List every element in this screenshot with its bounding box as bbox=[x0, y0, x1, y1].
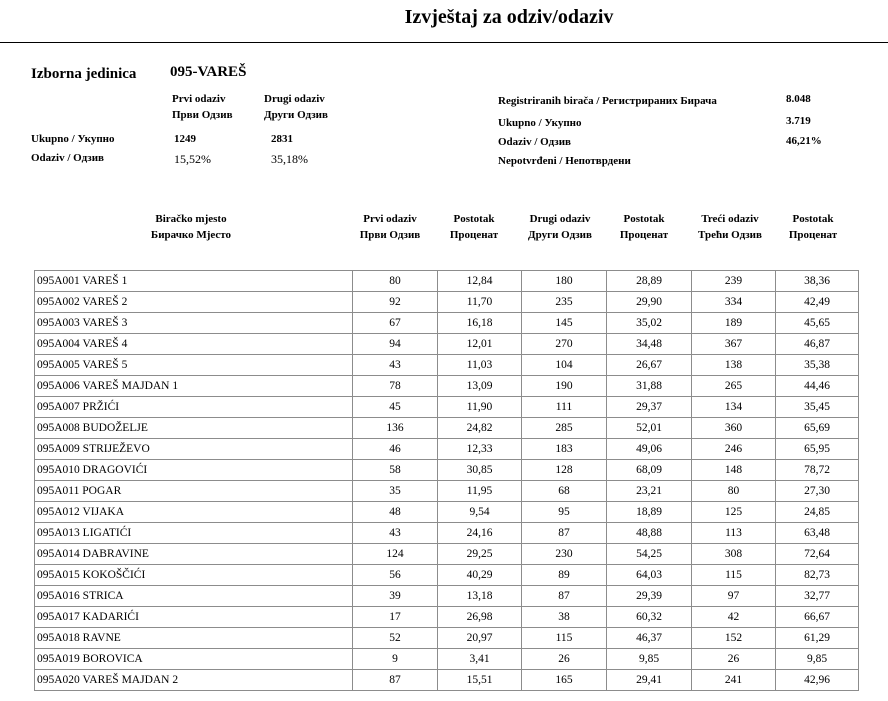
cell-second-count: 95 bbox=[522, 502, 607, 523]
cell-polling-place: 095A009 STRIJEŽEVO bbox=[34, 439, 353, 460]
right-total-label: Ukupno / Укупно bbox=[498, 117, 582, 129]
cell-first-count: 48 bbox=[353, 502, 438, 523]
cell-second-percent: 64,03 bbox=[607, 565, 692, 586]
cell-third-percent: 46,87 bbox=[776, 334, 859, 355]
report-title: Izvještaj za odziv/odaziv bbox=[404, 6, 614, 28]
cell-polling-place: 095A019 BOROVICA bbox=[34, 649, 353, 670]
header-polling-place: Biračko mjesto Бирачко Мјесто bbox=[150, 213, 232, 241]
cell-first-count: 80 bbox=[353, 270, 438, 292]
cell-polling-place: 095A003 VAREŠ 3 bbox=[34, 313, 353, 334]
table-row bbox=[34, 292, 859, 313]
cell-polling-place: 095A010 DRAGOVIĆI bbox=[34, 460, 353, 481]
cell-third-count: 308 bbox=[692, 544, 776, 565]
cell-polling-place: 095A004 VAREŠ 4 bbox=[34, 334, 353, 355]
cell-second-percent: 28,89 bbox=[607, 270, 692, 292]
cell-second-count: 183 bbox=[522, 439, 607, 460]
cell-third-count: 148 bbox=[692, 460, 776, 481]
cell-third-count: 265 bbox=[692, 376, 776, 397]
cell-second-count: 128 bbox=[522, 460, 607, 481]
cell-first-count: 46 bbox=[353, 439, 438, 460]
summary-total-second: 2831 bbox=[271, 133, 293, 145]
table-row bbox=[34, 670, 859, 691]
cell-third-percent: 38,36 bbox=[776, 270, 859, 292]
cell-second-percent: 35,02 bbox=[607, 313, 692, 334]
cell-third-percent: 44,46 bbox=[776, 376, 859, 397]
cell-second-count: 165 bbox=[522, 670, 607, 691]
cell-first-count: 43 bbox=[353, 523, 438, 544]
cell-third-percent: 45,65 bbox=[776, 313, 859, 334]
cell-second-percent: 48,88 bbox=[607, 523, 692, 544]
cell-first-count: 17 bbox=[353, 607, 438, 628]
cell-first-percent: 12,01 bbox=[438, 334, 522, 355]
cell-third-count: 360 bbox=[692, 418, 776, 439]
header-third-turnout: Treći odaziv Трећи Одзив bbox=[698, 213, 762, 241]
header-percent-2: Postotak Проценат bbox=[619, 213, 669, 241]
cell-first-percent: 3,41 bbox=[438, 649, 522, 670]
cell-second-count: 89 bbox=[522, 565, 607, 586]
cell-second-count: 26 bbox=[522, 649, 607, 670]
cell-third-percent: 42,96 bbox=[776, 670, 859, 691]
cell-polling-place: 095A007 PRŽIĆI bbox=[34, 397, 353, 418]
cell-polling-place: 095A008 BUDOŽELJE bbox=[34, 418, 353, 439]
summary-turnout-second: 35,18% bbox=[271, 152, 308, 166]
cell-second-percent: 29,90 bbox=[607, 292, 692, 313]
cell-first-percent: 26,98 bbox=[438, 607, 522, 628]
cell-third-count: 97 bbox=[692, 586, 776, 607]
cell-polling-place: 095A014 DABRAVINE bbox=[34, 544, 353, 565]
cell-second-count: 230 bbox=[522, 544, 607, 565]
title-divider bbox=[0, 42, 888, 43]
table-row bbox=[34, 334, 859, 355]
cell-second-percent: 26,67 bbox=[607, 355, 692, 376]
cell-polling-place: 095A006 VAREŠ MAJDAN 1 bbox=[34, 376, 353, 397]
cell-first-percent: 20,97 bbox=[438, 628, 522, 649]
cell-first-count: 67 bbox=[353, 313, 438, 334]
table-row bbox=[34, 270, 859, 292]
cell-first-count: 45 bbox=[353, 397, 438, 418]
cell-second-percent: 29,41 bbox=[607, 670, 692, 691]
cell-second-count: 145 bbox=[522, 313, 607, 334]
cell-polling-place: 095A015 KOKOŠČIĆI bbox=[34, 565, 353, 586]
cell-third-count: 125 bbox=[692, 502, 776, 523]
header-first-turnout: Prvi odaziv Први Одзив bbox=[359, 213, 421, 241]
cell-third-count: 134 bbox=[692, 397, 776, 418]
cell-third-count: 113 bbox=[692, 523, 776, 544]
cell-second-count: 115 bbox=[522, 628, 607, 649]
cell-first-percent: 12,33 bbox=[438, 439, 522, 460]
cell-first-percent: 12,84 bbox=[438, 270, 522, 292]
table-row bbox=[34, 544, 859, 565]
cell-first-percent: 15,51 bbox=[438, 670, 522, 691]
cell-third-percent: 35,45 bbox=[776, 397, 859, 418]
registered-voters-value: 8.048 bbox=[786, 93, 811, 105]
cell-third-percent: 66,67 bbox=[776, 607, 859, 628]
cell-third-count: 241 bbox=[692, 670, 776, 691]
cell-third-count: 334 bbox=[692, 292, 776, 313]
summary-col1-header-l2: Први Одзив bbox=[172, 109, 233, 121]
right-turnout-value: 46,21% bbox=[786, 135, 822, 147]
cell-third-count: 367 bbox=[692, 334, 776, 355]
cell-first-percent: 29,25 bbox=[438, 544, 522, 565]
cell-second-count: 235 bbox=[522, 292, 607, 313]
table-row bbox=[34, 502, 859, 523]
cell-third-percent: 61,29 bbox=[776, 628, 859, 649]
cell-first-count: 35 bbox=[353, 481, 438, 502]
cell-first-percent: 13,18 bbox=[438, 586, 522, 607]
cell-first-percent: 11,95 bbox=[438, 481, 522, 502]
cell-second-percent: 29,37 bbox=[607, 397, 692, 418]
summary-col2-header-l1: Drugi odaziv bbox=[264, 93, 325, 105]
registered-voters-label: Registriranih birača / Регистрираних Бирача bbox=[498, 95, 717, 107]
cell-second-percent: 18,89 bbox=[607, 502, 692, 523]
cell-third-percent: 24,85 bbox=[776, 502, 859, 523]
table-row bbox=[34, 565, 859, 586]
cell-first-percent: 30,85 bbox=[438, 460, 522, 481]
cell-second-count: 104 bbox=[522, 355, 607, 376]
cell-polling-place: 095A018 RAVNE bbox=[34, 628, 353, 649]
right-turnout-label: Odaziv / Одзив bbox=[498, 136, 571, 148]
cell-third-percent: 65,69 bbox=[776, 418, 859, 439]
cell-second-count: 38 bbox=[522, 607, 607, 628]
cell-first-count: 39 bbox=[353, 586, 438, 607]
header-second-turnout: Drugi odaziv Други Одзив bbox=[528, 213, 592, 241]
cell-first-count: 87 bbox=[353, 670, 438, 691]
summary-col1-header-l1: Prvi odaziv bbox=[172, 93, 226, 105]
right-total-value: 3.719 bbox=[786, 115, 811, 127]
cell-first-count: 94 bbox=[353, 334, 438, 355]
cell-third-count: 138 bbox=[692, 355, 776, 376]
cell-third-percent: 65,95 bbox=[776, 439, 859, 460]
cell-polling-place: 095A020 VAREŠ MAJDAN 2 bbox=[34, 670, 353, 691]
cell-third-percent: 35,38 bbox=[776, 355, 859, 376]
cell-polling-place: 095A002 VAREŠ 2 bbox=[34, 292, 353, 313]
cell-first-count: 58 bbox=[353, 460, 438, 481]
cell-third-count: 189 bbox=[692, 313, 776, 334]
table-row bbox=[34, 355, 859, 376]
cell-third-count: 42 bbox=[692, 607, 776, 628]
cell-second-count: 285 bbox=[522, 418, 607, 439]
table-row bbox=[34, 607, 859, 628]
table-row bbox=[34, 460, 859, 481]
header-percent-3: Postotak Проценат bbox=[788, 213, 838, 241]
cell-second-percent: 23,21 bbox=[607, 481, 692, 502]
cell-first-count: 78 bbox=[353, 376, 438, 397]
cell-second-percent: 68,09 bbox=[607, 460, 692, 481]
cell-second-count: 87 bbox=[522, 586, 607, 607]
cell-second-count: 111 bbox=[522, 397, 607, 418]
cell-first-count: 9 bbox=[353, 649, 438, 670]
table-row bbox=[34, 481, 859, 502]
cell-second-count: 190 bbox=[522, 376, 607, 397]
cell-polling-place: 095A001 VAREŠ 1 bbox=[34, 270, 353, 292]
table-row bbox=[34, 523, 859, 544]
cell-second-percent: 49,06 bbox=[607, 439, 692, 460]
cell-second-count: 180 bbox=[522, 270, 607, 292]
cell-first-percent: 16,18 bbox=[438, 313, 522, 334]
cell-second-count: 68 bbox=[522, 481, 607, 502]
cell-first-percent: 24,16 bbox=[438, 523, 522, 544]
cell-first-count: 124 bbox=[353, 544, 438, 565]
cell-first-percent: 9,54 bbox=[438, 502, 522, 523]
summary-turnout-label: Odaziv / Одзив bbox=[31, 152, 104, 164]
cell-first-count: 43 bbox=[353, 355, 438, 376]
unit-value: 095-VAREŠ bbox=[170, 64, 247, 80]
cell-second-percent: 29,39 bbox=[607, 586, 692, 607]
cell-first-percent: 13,09 bbox=[438, 376, 522, 397]
table-row bbox=[34, 418, 859, 439]
cell-second-percent: 60,32 bbox=[607, 607, 692, 628]
cell-third-percent: 72,64 bbox=[776, 544, 859, 565]
cell-third-percent: 42,49 bbox=[776, 292, 859, 313]
cell-second-percent: 31,88 bbox=[607, 376, 692, 397]
table-row bbox=[34, 313, 859, 334]
cell-polling-place: 095A011 POGAR bbox=[34, 481, 353, 502]
cell-first-percent: 11,90 bbox=[438, 397, 522, 418]
cell-third-count: 246 bbox=[692, 439, 776, 460]
cell-first-count: 136 bbox=[353, 418, 438, 439]
cell-second-percent: 54,25 bbox=[607, 544, 692, 565]
cell-second-percent: 52,01 bbox=[607, 418, 692, 439]
header-percent-1: Postotak Проценат bbox=[449, 213, 499, 241]
summary-col2-header-l2: Други Одзив bbox=[264, 109, 328, 121]
cell-first-percent: 40,29 bbox=[438, 565, 522, 586]
cell-polling-place: 095A017 KADARIĆI bbox=[34, 607, 353, 628]
table-row bbox=[34, 628, 859, 649]
cell-first-percent: 11,70 bbox=[438, 292, 522, 313]
cell-second-percent: 34,48 bbox=[607, 334, 692, 355]
summary-total-first: 1249 bbox=[174, 133, 196, 145]
cell-polling-place: 095A005 VAREŠ 5 bbox=[34, 355, 353, 376]
cell-first-percent: 24,82 bbox=[438, 418, 522, 439]
cell-third-percent: 32,77 bbox=[776, 586, 859, 607]
cell-second-percent: 9,85 bbox=[607, 649, 692, 670]
cell-third-percent: 27,30 bbox=[776, 481, 859, 502]
cell-third-percent: 63,48 bbox=[776, 523, 859, 544]
cell-third-percent: 78,72 bbox=[776, 460, 859, 481]
cell-first-count: 92 bbox=[353, 292, 438, 313]
table-row bbox=[34, 586, 859, 607]
table-row bbox=[34, 397, 859, 418]
cell-polling-place: 095A013 LIGATIĆI bbox=[34, 523, 353, 544]
cell-third-count: 115 bbox=[692, 565, 776, 586]
cell-polling-place: 095A016 STRICA bbox=[34, 586, 353, 607]
cell-third-count: 239 bbox=[692, 270, 776, 292]
cell-third-count: 26 bbox=[692, 649, 776, 670]
cell-polling-place: 095A012 VIJAKA bbox=[34, 502, 353, 523]
cell-first-count: 52 bbox=[353, 628, 438, 649]
table-row bbox=[34, 376, 859, 397]
cell-third-percent: 9,85 bbox=[776, 649, 859, 670]
cell-second-count: 270 bbox=[522, 334, 607, 355]
summary-turnout-first: 15,52% bbox=[174, 152, 211, 166]
cell-second-count: 87 bbox=[522, 523, 607, 544]
turnout-table bbox=[34, 270, 859, 691]
unit-label: Izborna jedinica bbox=[31, 66, 137, 82]
cell-third-percent: 82,73 bbox=[776, 565, 859, 586]
table-row bbox=[34, 649, 859, 670]
cell-third-count: 80 bbox=[692, 481, 776, 502]
cell-first-percent: 11,03 bbox=[438, 355, 522, 376]
cell-third-count: 152 bbox=[692, 628, 776, 649]
cell-first-count: 56 bbox=[353, 565, 438, 586]
unconfirmed-label: Nepotvrđeni / Непотврдени bbox=[498, 155, 631, 167]
cell-second-percent: 46,37 bbox=[607, 628, 692, 649]
table-row bbox=[34, 439, 859, 460]
summary-total-label: Ukupno / Укупно bbox=[31, 133, 115, 145]
